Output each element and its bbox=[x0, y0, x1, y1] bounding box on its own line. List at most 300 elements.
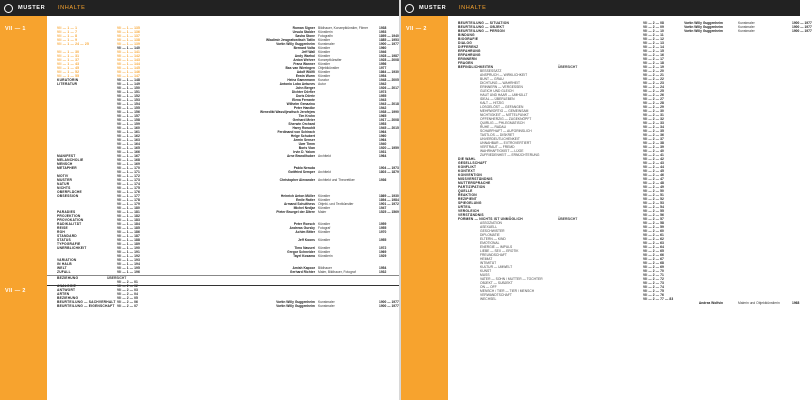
life-years: 1948 — 2005 bbox=[379, 78, 399, 82]
subcategory-label: MEHRWORTIG — GEMEINSAM bbox=[480, 109, 529, 113]
category-label: SPIEGELUNG bbox=[458, 201, 482, 205]
reference-number: VII — 1 — 145 bbox=[117, 66, 140, 70]
category-label: REZIPIENT bbox=[458, 197, 478, 201]
reference-number: VII — 2 — 15 bbox=[643, 49, 664, 53]
person-role: Kunstmaler bbox=[738, 21, 755, 25]
person-role: Objektkünstler bbox=[318, 66, 340, 70]
person-role: Architekt und Theoretiker bbox=[318, 178, 355, 182]
category-label: REISE bbox=[57, 226, 68, 230]
person-name: Jeff Wall bbox=[301, 50, 315, 54]
subcategory-label: DICHTUNG — WAHRHEIT bbox=[480, 81, 520, 85]
person-name: Elena Ferrante bbox=[292, 98, 315, 102]
person-role: Künstler bbox=[318, 62, 331, 66]
category-label: KONVENTION bbox=[458, 173, 482, 177]
subcategory-label: WAHRHAFTIGKEIT — LÜGE bbox=[480, 149, 524, 153]
person-name: Andreas Gursky bbox=[289, 226, 315, 230]
person-role: Maler, Bildhauer, Fotograf bbox=[318, 270, 356, 274]
reference-number: VII — 2 — 69 bbox=[643, 265, 664, 269]
reference-number: VII — 1 — 156 bbox=[117, 110, 140, 114]
person-role: Fotograf bbox=[318, 226, 331, 230]
reference-number: VII — 2 — 38 bbox=[643, 141, 664, 145]
person-role: Kurator bbox=[318, 78, 329, 82]
life-years: 1969 bbox=[379, 250, 387, 254]
person-role: Künstler bbox=[318, 198, 331, 202]
reference-number: VII — 1 — 143 bbox=[117, 58, 140, 62]
reference-number: VII — 2 — 31 bbox=[643, 113, 664, 117]
category-label: MANIFEST bbox=[57, 154, 76, 158]
person-role: Maler bbox=[318, 210, 327, 214]
reference-number: VII — 2 — 05 bbox=[117, 296, 138, 300]
reference-number: VII — 1 — 159 bbox=[117, 122, 140, 126]
reference-number: VII — 2 — 39 bbox=[643, 145, 664, 149]
reference-number: VII — 1 — 180 bbox=[117, 206, 140, 210]
left-header bbox=[0, 0, 399, 16]
reference-number: VII — 2 — 66 bbox=[643, 253, 664, 257]
life-years: 1968 bbox=[792, 301, 800, 305]
life-years: 1900 — 1977 bbox=[379, 300, 399, 304]
person-role: Fotografin bbox=[318, 34, 333, 38]
reference-number: VII — 2 — 67 bbox=[643, 257, 664, 261]
reference-number: VII — 2 — 74 bbox=[643, 285, 664, 289]
reference-number: VII — 2 — 72 bbox=[643, 277, 664, 281]
reference-number: VII — 2 — 71 bbox=[643, 273, 664, 277]
life-years: 1945 — 2015 bbox=[379, 126, 399, 130]
life-years: 1959 bbox=[379, 222, 387, 226]
category-label: OBSESSION bbox=[57, 194, 79, 198]
person-name: Pieter Bruegel der Ältere bbox=[276, 210, 315, 214]
life-years: 1964 bbox=[379, 130, 387, 134]
reference-number: VII — 1 — 148 bbox=[117, 78, 140, 82]
subcategory-label: VERWANDTSCHAFT bbox=[480, 293, 512, 297]
subcategory-label: RUHE — RADAU bbox=[480, 125, 507, 129]
person-role: Künstler bbox=[318, 74, 331, 78]
life-years: 1956 bbox=[379, 62, 387, 66]
subcategory-label: SCHARFHAFT — AUFGRINSLICH bbox=[480, 129, 532, 133]
person-name: Irvin D. Yalom bbox=[293, 150, 315, 154]
person-name: Anton Wehrer bbox=[293, 58, 315, 62]
person-name: Achim Bitter bbox=[295, 230, 315, 234]
reference-number: VII — 2 — 04 bbox=[117, 292, 138, 296]
category-label: UNERBLICHKEIT bbox=[57, 246, 87, 250]
reference-number: VII — 1 — 173 bbox=[117, 178, 140, 182]
person-role: Künstler bbox=[318, 194, 331, 198]
person-name: Gerhard Richter bbox=[289, 270, 315, 274]
subcategory-label: VATER — SOHN / MUTTER — TOCHTER bbox=[480, 277, 543, 281]
reference-number: VII — 2 — 23 bbox=[643, 81, 664, 85]
category-label: DIALOG bbox=[458, 41, 473, 45]
reference-number: VII — 2 — 47 bbox=[643, 177, 664, 181]
life-years: 1960 bbox=[379, 134, 387, 138]
life-years: 1803 — 1879 bbox=[379, 170, 399, 174]
subcategory-label: BESSESSATZ bbox=[480, 69, 502, 73]
life-years: 1895 — 1940 bbox=[379, 34, 399, 38]
reference-number: VII — 2 — 09 bbox=[643, 25, 664, 29]
subcategory-label: ERINNERN — VERGESSEN bbox=[480, 85, 523, 89]
life-years: 1938 — 1990 bbox=[379, 110, 399, 114]
reference-number: VII — 2 — 54 bbox=[643, 205, 664, 209]
person-name: Andy Warhol bbox=[294, 54, 315, 58]
reference-number: VII — 2 — 65 bbox=[643, 249, 664, 253]
subcategory-label: OBJEKT — SUBJEKT bbox=[480, 281, 513, 285]
reference-number: VII — 2 — 21 bbox=[643, 73, 664, 77]
life-years: 1942 bbox=[379, 106, 387, 110]
category-label: VII — 1 — 30 bbox=[57, 50, 80, 54]
reference-number: VII — 2 — 22 bbox=[643, 77, 664, 81]
person-name: Franz Wanner bbox=[293, 62, 315, 66]
person-name: Tayel Kosama bbox=[293, 254, 315, 258]
person-name: Gerhard Meier bbox=[292, 118, 315, 122]
person-name: Vortin Willy Guggenheim bbox=[684, 29, 723, 33]
subcategory-label: BUNT — GRAU bbox=[480, 77, 504, 81]
reference-number: VII — 1 — 155 bbox=[117, 106, 140, 110]
left-side-band bbox=[0, 0, 47, 400]
reference-number: VII — 2 — 10 bbox=[643, 29, 664, 33]
category-label: OBERFLÄCHE bbox=[57, 190, 82, 194]
subcategory-label: LIEBE — SEX — EROTIK bbox=[480, 249, 519, 253]
person-name: Vortin Willy Guggenheim bbox=[276, 304, 315, 308]
category-label: VERSTÄNDNIS bbox=[458, 213, 484, 217]
reference-number: VII — 1 — 164 bbox=[117, 142, 140, 146]
reference-number: VII — 2 — 13 bbox=[643, 41, 664, 45]
circle-logo-icon bbox=[0, 0, 16, 16]
reference-number: VII — 2 — 57 bbox=[643, 217, 664, 221]
subcategory-label: MUSS bbox=[480, 273, 490, 277]
reference-number: VII — 2 — 45 bbox=[643, 169, 664, 173]
person-role: Künstler bbox=[318, 246, 331, 250]
reference-number: VII — 1 — 186 bbox=[117, 230, 140, 234]
life-years: 1947 bbox=[379, 206, 387, 210]
reference-number: VII — 1 — 176 bbox=[117, 190, 140, 194]
person-name: Wladimir Jewgrafowitsch Tatlin bbox=[265, 38, 315, 42]
category-label: WELT bbox=[57, 266, 67, 270]
subcategory-label: FREUNDSCHAFT bbox=[480, 253, 507, 257]
category-label: ROH bbox=[57, 230, 65, 234]
category-label: BEZIEHUNG bbox=[57, 296, 79, 300]
person-name: Emile Ratier bbox=[295, 198, 315, 202]
reference-number: VII — 1 — 139 bbox=[117, 42, 140, 46]
reference-number: VII — 1 — 171 bbox=[117, 170, 140, 174]
life-years: 1940 bbox=[379, 142, 387, 146]
reference-number: VII — 1 — 138 bbox=[117, 38, 140, 42]
life-years: 1955 bbox=[379, 226, 387, 230]
life-years: 1964 bbox=[379, 138, 387, 142]
reference-number: VII — 1 — 192 bbox=[117, 254, 140, 258]
reference-number: VII — 1 — 144 bbox=[117, 62, 140, 66]
person-role: Künstlerin bbox=[318, 254, 333, 258]
reference-number: VII — 2 — 51 bbox=[643, 193, 664, 197]
reference-number: VII — 1 — 146 bbox=[117, 70, 140, 74]
life-years: 1928 — 1987 bbox=[379, 54, 399, 58]
person-name: Ursula Stalder bbox=[292, 30, 315, 34]
reference-number: VII — 1 — 161 bbox=[117, 130, 140, 134]
category-label: KONFLIKT bbox=[458, 165, 477, 169]
person-name: Vortin Willy Guggenheim bbox=[276, 42, 315, 46]
subcategory-label: WECHSEL bbox=[480, 297, 497, 301]
life-years: 1936 bbox=[379, 178, 387, 182]
category-label: QUELLE bbox=[458, 189, 473, 193]
life-years: 1920 — 1959 bbox=[379, 146, 399, 150]
category-label: URTEIL bbox=[458, 205, 472, 209]
category-label: RADIKALITÄT bbox=[57, 222, 82, 226]
life-years: 1894 — 1984 bbox=[379, 198, 399, 202]
person-name: Michel Nedjar bbox=[293, 206, 315, 210]
reference-number: VII — 2 — 02 bbox=[117, 284, 138, 288]
reference-number: VII — 1 — 137 bbox=[117, 34, 140, 38]
category-label: VII — 1 — 9 bbox=[57, 38, 78, 42]
category-label: BEURTEILUNG — PERSON bbox=[458, 29, 505, 33]
life-years: 1946 bbox=[379, 50, 387, 54]
reference-number: VII — 2 — 30 bbox=[643, 109, 664, 113]
section-label-vii-1: VII — 1 bbox=[5, 26, 26, 32]
category-label: VII — 1 — 37 bbox=[57, 58, 80, 62]
reference-number: VII — 1 — 183 bbox=[117, 218, 140, 222]
category-label: MOTIV bbox=[57, 174, 69, 178]
category-label: MISSVERSTÄNDNIS bbox=[458, 177, 493, 181]
reference-number: VII — 2 — 35 bbox=[643, 129, 664, 133]
person-name: Bernard Voïta bbox=[293, 46, 315, 50]
person-role: Objekt- und Textkünstler bbox=[318, 202, 354, 206]
reference-number: VII — 1 — 187 bbox=[117, 234, 140, 238]
reference-number: VII — 2 — 20 bbox=[643, 69, 664, 73]
reference-number: VII — 2 — 60 bbox=[643, 229, 664, 233]
reference-number: VII — 1 — 190 bbox=[117, 246, 140, 250]
section-label-vii-2-right: VII — 2 bbox=[406, 26, 427, 32]
person-name: John Berger bbox=[295, 86, 315, 90]
category-label: KONTEXT bbox=[458, 169, 476, 173]
category-label: ERFAHRUNG bbox=[458, 49, 481, 53]
reference-number: VII — 1 — 185 bbox=[117, 226, 140, 230]
category-label: MENSCH bbox=[57, 162, 73, 166]
overview-label: ÜBERSICHT bbox=[558, 65, 578, 69]
reference-number: VII — 1 — 168 bbox=[117, 158, 140, 162]
person-role: Bildhauer bbox=[318, 266, 332, 270]
person-name: Roman Signer bbox=[292, 26, 315, 30]
category-label: VII — 1 — 31 bbox=[57, 54, 80, 58]
reference-number: VII — 2 — 08 bbox=[643, 21, 664, 25]
category-label: TYPOGRAFIE bbox=[57, 242, 81, 246]
life-years: 1900 — 1977 bbox=[379, 304, 399, 308]
section-label-vii-2: VII — 2 bbox=[5, 288, 26, 294]
person-role: Kunstmaler bbox=[738, 25, 755, 29]
life-years: 1929 bbox=[379, 254, 387, 258]
category-label: VII — 1 — 1 bbox=[57, 26, 78, 30]
subcategory-label: GESCHWISTER bbox=[480, 229, 505, 233]
life-years: 1953 bbox=[379, 122, 387, 126]
person-name: Wenedikt Wassiljewitsch Jerofejew bbox=[260, 110, 315, 114]
life-years: 1943 — 2018 bbox=[379, 102, 399, 106]
subcategory-label: KUNST bbox=[480, 269, 492, 273]
life-years: 1960 bbox=[379, 46, 387, 50]
reference-number: VII — 1 — 196 bbox=[117, 270, 140, 274]
person-name: Adolf Wölfli bbox=[296, 70, 315, 74]
person-name: Armand Schulthess bbox=[284, 202, 315, 206]
left-page bbox=[0, 0, 399, 400]
life-years: 1926 — 2017 bbox=[379, 86, 399, 90]
subcategory-label: DIPLOMATIE bbox=[480, 233, 500, 237]
life-years: 1932 bbox=[379, 270, 387, 274]
reference-number: VII — 1 — 167 bbox=[117, 154, 140, 158]
person-role: Künstler bbox=[318, 222, 331, 226]
reference-number: VII — 1 — 174 bbox=[117, 182, 140, 186]
person-role: Künstler bbox=[318, 54, 331, 58]
person-name: Ferdinand von Schirach bbox=[277, 130, 315, 134]
person-role: Künstler bbox=[318, 70, 331, 74]
reference-number: VII — 2 — 11 bbox=[643, 33, 664, 37]
reference-number: VII — 2 — 53 bbox=[643, 201, 664, 205]
life-years: 1977 bbox=[379, 66, 387, 70]
reference-number: VII — 2 — 28 bbox=[643, 101, 664, 105]
reference-number: VII — 2 — 34 bbox=[643, 125, 664, 129]
reference-number: VII — 2 — 55 bbox=[643, 209, 664, 213]
person-name: Boris Vian bbox=[298, 146, 315, 150]
reference-number: VII — 2 — 59 bbox=[643, 225, 664, 229]
life-years: 1900 — 1977 bbox=[792, 25, 812, 29]
left-entry-list bbox=[47, 26, 399, 308]
reference-number: VII — 1 — 191 bbox=[117, 250, 140, 254]
reference-number: VII — 2 — 52 bbox=[643, 197, 664, 201]
reference-number: VII — 2 — 26 bbox=[643, 93, 664, 97]
category-label: STATUS bbox=[57, 238, 71, 242]
life-years: 1954 bbox=[379, 74, 387, 78]
reference-number: VII — 1 — 177 bbox=[117, 194, 140, 198]
life-years: 1964 bbox=[379, 154, 387, 158]
reference-number: VII — 2 — 17 bbox=[643, 57, 664, 61]
reference-number: VII — 1 — 195 bbox=[117, 266, 140, 270]
subcategory-label: ENERGIE — IMPULS bbox=[480, 245, 513, 249]
reference-number: VII — 2 — 49 bbox=[643, 185, 664, 189]
person-name: Tim Krohn bbox=[298, 114, 315, 118]
category-label: BEZIEHUNG bbox=[57, 276, 79, 280]
person-name: Wilhelm Genazino bbox=[286, 102, 315, 106]
subcategory-label: EMOTIONAL bbox=[480, 241, 500, 245]
person-name: Gregor Schneider bbox=[287, 250, 315, 254]
category-label: VII — 1 — 52 bbox=[57, 70, 80, 74]
category-label: ZUFALL bbox=[57, 270, 71, 274]
reference-number: VII — 2 — 18 bbox=[643, 61, 664, 65]
category-label: BEURTEILUNG — EIGENSCHAFT bbox=[57, 304, 115, 308]
subcategory-label: INTIMITÄT bbox=[480, 261, 497, 265]
category-label: ARTEN bbox=[57, 292, 70, 296]
header-section: MUSTER bbox=[419, 5, 447, 11]
reference-number: VII — 2 — 48 bbox=[643, 181, 664, 185]
reference-number: VII — 2 — 62 bbox=[643, 237, 664, 241]
reference-number: VII — 1 — 160 bbox=[117, 126, 140, 130]
life-years: 1525 — 1569 bbox=[379, 210, 399, 214]
category-label: NATUR bbox=[57, 182, 70, 186]
life-years: 1955 bbox=[379, 94, 387, 98]
life-years: 1900 — 1977 bbox=[379, 42, 399, 46]
person-role: Kunstmaler bbox=[738, 29, 755, 33]
category-label: MUSTER bbox=[57, 178, 73, 182]
reference-number: VII — 2 — 16 bbox=[643, 53, 664, 57]
reference-number: VII — 1 — 193 bbox=[117, 258, 140, 262]
subcategory-label: TASTLOS — DISKRET bbox=[480, 133, 515, 137]
life-years: 1955 bbox=[379, 238, 387, 242]
reference-number: VII — 2 — 33 bbox=[643, 121, 664, 125]
person-role: Künstler bbox=[318, 206, 331, 210]
reference-number: VII — 1 — 142 bbox=[117, 54, 140, 58]
subcategory-label: LOSGELÖST — GEFANGEN bbox=[480, 105, 524, 109]
subcategory-label: MENSCH / TIER — TIER / MENSCH bbox=[480, 289, 535, 293]
reference-number: VII — 1 — 154 bbox=[117, 102, 140, 106]
life-years: 1954 bbox=[379, 266, 387, 270]
person-name: Helge Schubert bbox=[290, 134, 315, 138]
category-label: GESELLSCHAFT bbox=[458, 161, 487, 165]
category-label: ERFAHRUNG bbox=[458, 53, 481, 57]
header-subtitle: INHALTE bbox=[459, 5, 487, 11]
reference-number: VII — 1 — 172 bbox=[117, 174, 140, 178]
category-label: PROVOKATION bbox=[57, 218, 84, 222]
index-row bbox=[47, 304, 399, 308]
category-label: LITERATUR bbox=[57, 82, 78, 86]
life-years: 1942 bbox=[379, 82, 387, 86]
category-label: VII — 1 — 45 bbox=[57, 66, 80, 70]
category-label: BEURTEILUNG — SITUATION bbox=[458, 21, 510, 25]
life-years: 1928 — 2008 bbox=[379, 58, 399, 62]
subcategory-label: IDEAL — ÜBERLEBEN bbox=[480, 97, 515, 101]
category-label: PARTIZIPATION bbox=[458, 185, 486, 189]
subcategory-label: ASSOZIATION bbox=[480, 221, 502, 225]
person-name: Uwe Timm bbox=[298, 142, 315, 146]
person-name: Heinz Gamemann bbox=[287, 78, 315, 82]
person-name: Peter Handke bbox=[293, 106, 315, 110]
life-years: 1943 bbox=[379, 98, 387, 102]
category-label: METAPHER bbox=[57, 166, 77, 170]
reference-number: VII — 2 — 44 bbox=[643, 165, 664, 169]
reference-number: VII — 2 — 64 bbox=[643, 245, 664, 249]
subcategory-label: UNNAHBAR — EXTROVERTIERT bbox=[480, 141, 532, 145]
reference-number: VII — 1 — 165 bbox=[117, 146, 140, 150]
category-label: DIE WAHL bbox=[458, 157, 476, 161]
reference-number: VII — 2 — 36 bbox=[643, 133, 664, 137]
right-page bbox=[401, 0, 812, 400]
reference-number: VII — 2 — 73 bbox=[643, 281, 664, 285]
subcategory-label: QUIRLIG — PHLEGMATISCH bbox=[480, 121, 525, 125]
category-label: PARADIES bbox=[57, 210, 76, 214]
reference-number: VII — 1 — 169 bbox=[117, 162, 140, 166]
category-label: FORMEN — NICHTS IST UNMÖGLICH bbox=[458, 217, 523, 221]
reference-number: VII — 1 — 163 bbox=[117, 138, 140, 142]
life-years: 1917 — 2008 bbox=[379, 118, 399, 122]
reference-number: VII — 2 — 68 bbox=[643, 261, 664, 265]
person-role: Bildhauer, Konzeptkünstler, Filmer bbox=[318, 26, 369, 30]
reference-number: VII — 1 — 178 bbox=[117, 198, 140, 202]
life-years: 1970 bbox=[379, 230, 387, 234]
life-years: 1972 bbox=[379, 246, 387, 250]
person-name: Vortin Willy Guggenheim bbox=[276, 300, 315, 304]
reference-number: VII — 2 — 58 bbox=[643, 221, 664, 225]
category-label: FRAGEN bbox=[458, 61, 474, 65]
reference-number: VII — 1 — 175 bbox=[117, 186, 140, 190]
subcategory-label: VERTRAUT — FREMD bbox=[480, 145, 515, 149]
reference-number: VII — 1 — 149 bbox=[117, 82, 140, 86]
person-name: Jeff Koons bbox=[297, 238, 315, 242]
reference-number: VII — 1 — 158 bbox=[117, 118, 140, 122]
reference-number: VII — 2 — 43 bbox=[643, 161, 664, 165]
reference-number: VII — 2 — 41 bbox=[643, 153, 664, 157]
life-years: 1869 — 1930 bbox=[379, 194, 399, 198]
reference-number: VII — 1 — 166 bbox=[117, 150, 140, 154]
reference-number: VII — 2 — 19 bbox=[643, 65, 664, 69]
life-years: 1953 bbox=[379, 30, 387, 34]
section-divider bbox=[47, 285, 399, 286]
right-side-band bbox=[401, 0, 448, 400]
category-label: ANALOGIE bbox=[57, 284, 77, 288]
person-name: Vortin Willy Guggenheim bbox=[684, 21, 723, 25]
category-label: MUTTERSPRACHE bbox=[458, 181, 491, 185]
category-label: ANTWORT bbox=[57, 288, 76, 292]
reference-number: VII — 2 — 25 bbox=[643, 89, 664, 93]
